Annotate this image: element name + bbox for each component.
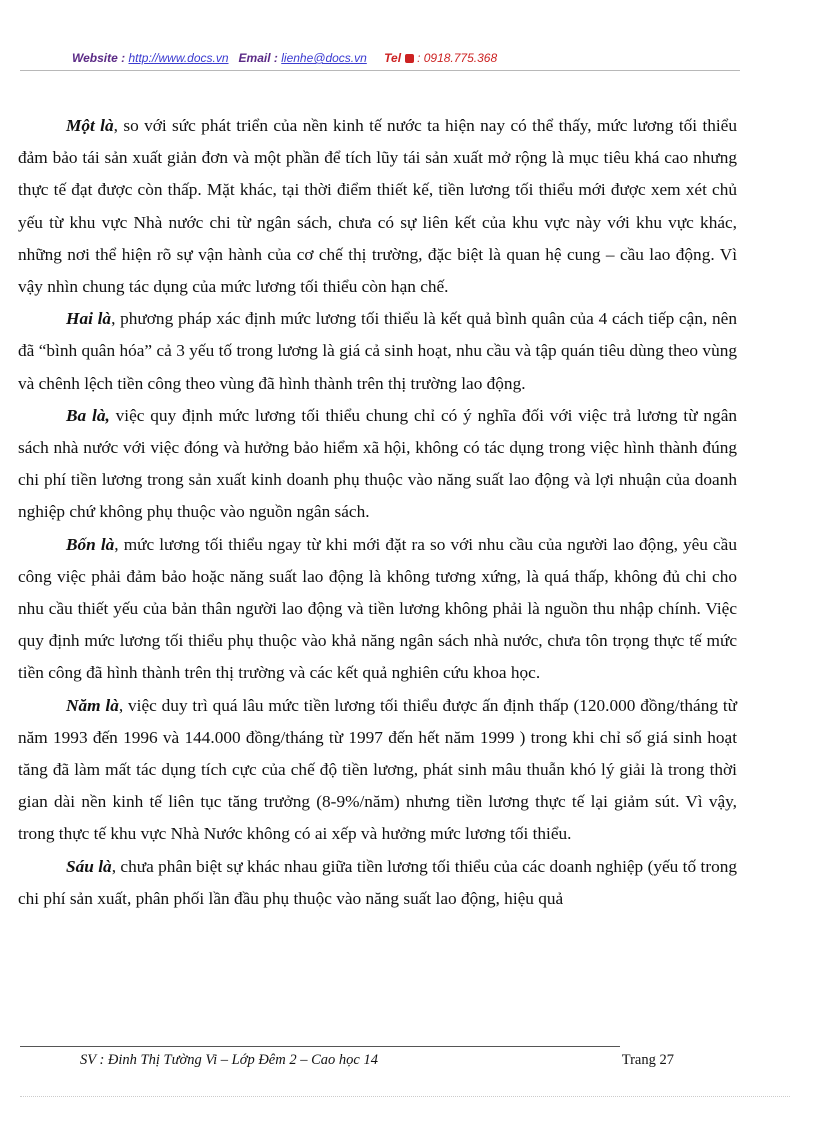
paragraph-text: việc quy định mức lương tối thiểu chung chỉ có ý nghĩa đối với việc trả lương từ ngân sách nhà nước với việc đóng và hưởng bảo hiểm xã hội, không có tác dụng trong việc hình thành đúng chi phí tiền lương trong sản xuất kinh doanh phụ thuộc vào năng suất lao động và lợi nhuận của doanh nghiệp chứ không phụ thuộc vào nguồn ngân sách. (18, 405, 738, 522)
paragraph-1 (18, 110, 737, 303)
footer-divider (20, 1046, 620, 1047)
paragraph-lead: Sáu là (66, 856, 112, 876)
paragraph-4 (18, 529, 737, 690)
paragraph-lead: Ba là, (66, 405, 110, 425)
paragraph-text: , chưa phân biệt sự khác nhau giữa tiền lương tối thiểu của các doanh nghiệp (yếu tố trong chi phí sản xuất, phân phối lần đầu phụ thuộc vào năng suất lao động, hiệu quả (18, 856, 737, 908)
website-label: Website : (72, 51, 126, 65)
paragraph-text: , so với sức phát triển của nền kinh tế nước ta hiện nay có thể thấy, mức lương tối thiểu đảm bảo tái sản xuất giản đơn và một phần để tích lũy tái sản xuất mở rộng là mục tiêu khá cao nhưng thực tế đạt được còn thấp. Mặt khác, tại thời điểm thiết kế, tiền lương tối thiểu mới được xem xét chủ yếu từ khu vực Nhà nước chi từ ngân sách, chưa có sự liên kết của khu vực này với khu vực khác, những nơi thể hiện rõ sự vận hành của cơ chế thị trường, đặc biệt là quan hệ cung – cầu lao động. Vì vậy nhìn chung tác dụng của mức lương tối thiểu còn hạn chế. (18, 116, 737, 297)
document-body (18, 110, 737, 915)
page-number: Trang 27 (621, 1052, 674, 1068)
paragraph-lead: Một là (66, 116, 114, 135)
paragraph-lead: Bốn là (66, 534, 115, 554)
website-link[interactable]: http://www.docs.vn (128, 51, 229, 65)
paragraph-2 (18, 303, 737, 400)
page-footer (80, 1052, 674, 1069)
paragraph-text: , phương pháp xác định mức lương tối thiểu là kết quả bình quân của 4 cách tiếp cận, nên đã “bình quân hóa” cả 3 yếu tố trong lương là giá cả sinh hoạt, nhu cầu và tập quán tiêu dùng theo vùng và chênh lệch tiền công theo vùng đã hình thành trên thị trường lao động. (18, 309, 737, 393)
tel-label: Tel (384, 51, 402, 65)
paragraph-lead: Năm là (66, 695, 119, 715)
footer-author: SV : Đinh Thị Tường Vi – Lớp Đêm 2 – Cao học 14 (80, 1052, 378, 1068)
paragraph-lead: Hai là (66, 309, 112, 329)
paragraph-text: , mức lương tối thiểu ngay từ khi mới đặt ra so với nhu cầu của người lao động, yêu cầu công việc phải đảm bảo hoặc năng suất lao động là không tương xứng, là quá thấp, không đủ chi cho nhu cầu thiết yếu của bản thân người lao động và tiền lương không phải là nguồn thu nhập chính. Việc quy định mức lương tối thiểu phụ thuộc vào khả năng ngân sách nhà nước, chưa tôn trọng thực tế mức tiền công đã hình thành trên thị trường và các kết quả nghiên cứu khoa học. (18, 534, 737, 683)
paragraph-5 (18, 690, 737, 851)
paragraph-3 (18, 400, 737, 529)
page-header (72, 51, 742, 65)
page-bottom-edge (20, 1096, 790, 1097)
email-label: Email : (238, 51, 278, 65)
paragraph-6 (18, 851, 737, 915)
tel-value: : 0918.775.368 (417, 51, 498, 65)
email-link[interactable]: lienhe@docs.vn (281, 51, 367, 65)
phone-icon (405, 54, 414, 63)
paragraph-text: , việc duy trì quá lâu mức tiền lương tối thiểu được ấn định thấp (120.000 đồng/tháng từ năm 1993 đến 1996 và 144.000 đồng/tháng từ 1997 đến hết năm 1999 ) trong khi chỉ số giá sinh hoạt tăng đã làm mất tác dụng tích cực của chế độ tiền lương, phát sinh mâu thuẫn khó lý giải là trong thời gian dài nền kinh tế liên tục tăng trưởng (8-9%/năm) nhưng tiền lương thực tế lại giảm sút. Vì vậy, trong thực tế khu vực Nhà Nước không có ai xếp và hưởng mức lương tối thiểu. (18, 695, 737, 844)
header-divider (20, 70, 740, 71)
